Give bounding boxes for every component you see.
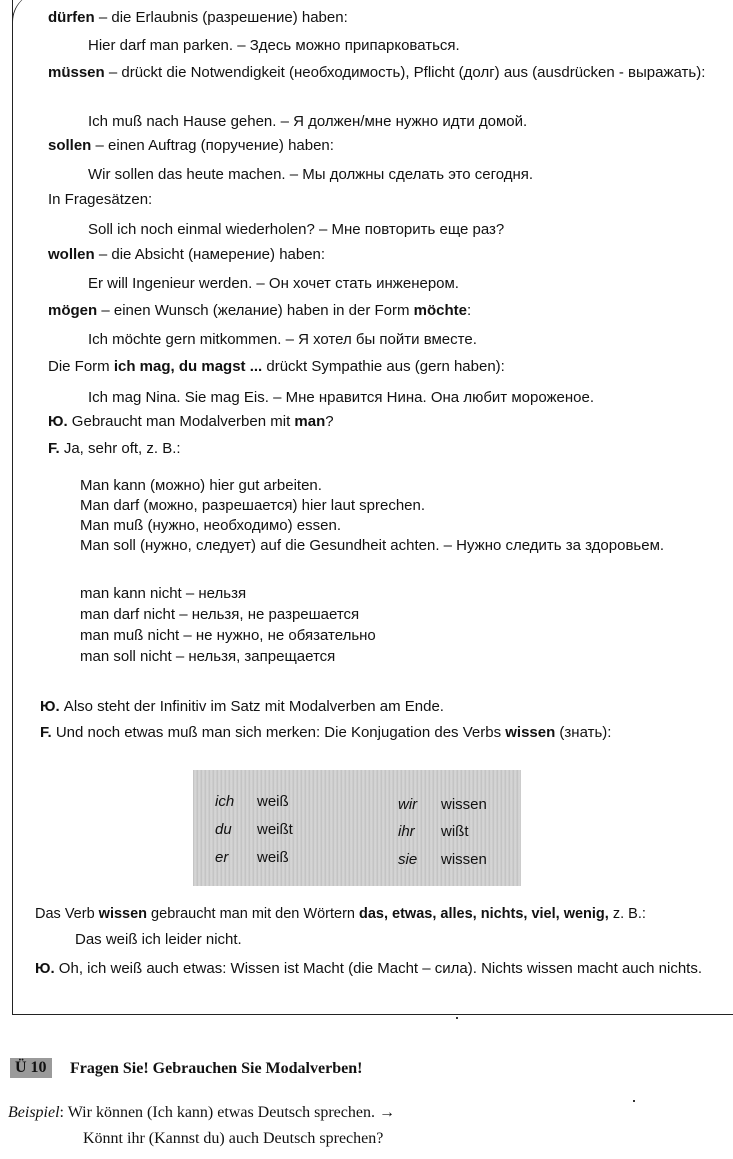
definition-moegen: mögen – einen Wunsch (желание) haben in der Form möchte: <box>48 302 472 319</box>
example-muessen: Ich muß nach Hause gehen. – Я должен/мне нужно идти домой. <box>88 113 528 130</box>
note-wissen-usage: Das Verb wissen gebraucht man mit den Wörtern das, etwas, alles, nichts, viel, wenig, z. B.: <box>35 906 646 922</box>
conj-form-wir: wissen <box>441 796 487 813</box>
example-man-kann: Man kann (можно) hier gut arbeiten. <box>80 477 322 494</box>
scan-speck <box>456 1017 458 1019</box>
dialogue-question-man: Ю. Gebraucht man Modalverben mit man? <box>48 413 334 430</box>
negation-kann: man kann nicht – нельзя <box>80 585 247 602</box>
conj-pron-ich: ich <box>215 793 235 810</box>
definition-wollen: wollen – die Absicht (намерение) haben: <box>48 246 326 263</box>
conj-form-er: weiß <box>257 849 289 866</box>
conj-pron-du: du <box>215 821 232 838</box>
scan-speck <box>633 1100 635 1102</box>
negation-muss: man muß nicht – не нужно, не обязательно <box>80 627 376 644</box>
conj-form-ihr: wißt <box>441 823 469 840</box>
exercise-title: Fragen Sie! Gebrauchen Sie Modalverben! <box>70 1060 363 1077</box>
dialogue-konjugation: F. Und noch etwas muß man sich merken: Die Konjugation des Verbs wissen (знать): <box>40 724 612 741</box>
example-man-soll: Man soll (нужно, следует) auf die Gesundheit achten. – Нужно следить за здоровьем. <box>80 537 665 554</box>
conjugation-table <box>193 770 521 886</box>
example-sollen: Wir sollen das heute machen. – Мы должны сделать это сегодня. <box>88 166 534 183</box>
conj-form-sie: wissen <box>441 851 487 868</box>
exercise-example-line2: Könnt ihr (Kannst du) auch Deutsch sprechen? <box>83 1130 384 1147</box>
example-duerfen: Hier darf man parken. – Здесь можно припарковаться. <box>88 37 460 54</box>
definition-muessen: müssen – drückt die Notwendigkeit (необходимость), Pflicht (долг) aus (ausdrücken - выражать): <box>48 64 706 81</box>
conj-pron-sie: sie <box>398 851 418 868</box>
arrow-icon: → <box>378 1104 395 1121</box>
note-ich-mag: Die Form ich mag, du magst ... drückt Sympathie aus (gern haben): <box>48 358 505 375</box>
negation-darf: man darf nicht – нельзя, не разрешается <box>80 606 360 623</box>
definition-duerfen: dürfen – die Erlaubnis (разрешение) haben: <box>48 9 348 26</box>
conj-form-du: weißt <box>257 821 293 838</box>
dialogue-answer-ja: F. Ja, sehr oft, z. B.: <box>48 440 181 457</box>
frame-left-border <box>12 0 13 1015</box>
exercise-badge: Ü 10 <box>10 1058 52 1078</box>
example-man-muss: Man muß (нужно, необходимо) essen. <box>80 517 342 534</box>
frame-bottom-border <box>12 1014 733 1015</box>
example-label: Beispiel <box>8 1104 60 1121</box>
dialogue-infinitiv: Ю. Also steht der Infinitiv im Satz mit Modalverben am Ende. <box>40 698 444 715</box>
frame-corner <box>12 0 43 22</box>
conj-pron-er: er <box>215 849 229 866</box>
example-wissen: Das weiß ich leider nicht. <box>75 931 242 948</box>
example-moechte: Ich möchte gern mitkommen. – Я хотел бы пойти вместе. <box>88 331 477 348</box>
conj-form-ich: weiß <box>257 793 289 810</box>
example-mag: Ich mag Nina. Sie mag Eis. – Мне нравится Нина. Она любит мороженое. <box>88 389 595 406</box>
negation-soll: man soll nicht – нельзя, запрещается <box>80 648 336 665</box>
example-man-darf: Man darf (можно, разрешается) hier laut sprechen. <box>80 497 426 514</box>
dialogue-wissen-macht: Ю. Oh, ich weiß auch etwas: Wissen ist Macht (die Macht – сила). Nichts wissen macht auch nichts. <box>35 960 702 977</box>
example-wollen: Er will Ingenieur werden. – Он хочет стать инженером. <box>88 275 459 292</box>
conj-pron-wir: wir <box>398 796 418 813</box>
example-fragesatz: Soll ich noch einmal wiederholen? – Мне повторить еще раз? <box>88 221 505 238</box>
exercise-example-line1: Beispiel: Wir können (Ich kann) etwas Deutsch sprechen. → <box>8 1104 395 1121</box>
definition-sollen: sollen – einen Auftrag (поручение) haben: <box>48 137 334 154</box>
heading-fragesaetze: In Fragesätzen: <box>48 191 153 208</box>
conj-pron-ihr: ihr <box>398 823 415 840</box>
